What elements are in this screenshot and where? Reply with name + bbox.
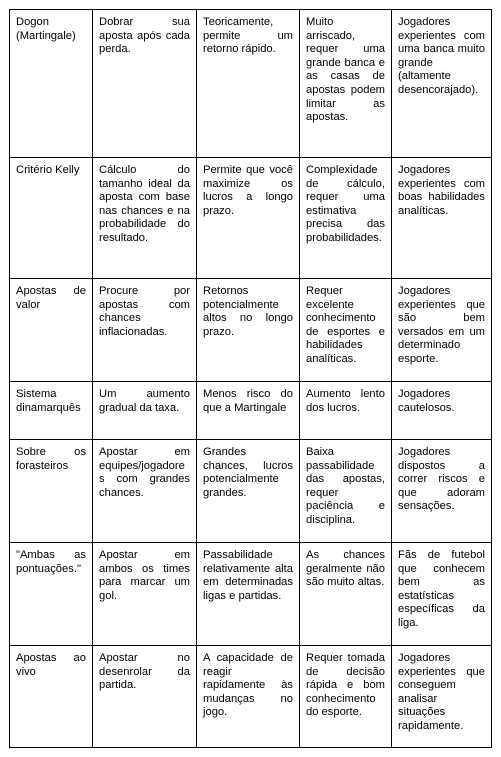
strategy-advantage-cell: Permite que você maximize os lucros a longo prazo. bbox=[197, 158, 300, 279]
strategy-audience-cell: Jogadores experientes que conseguem analisar situações rapidamente. bbox=[392, 646, 492, 748]
table-row bbox=[10, 543, 492, 646]
strategy-disadvantage-cell: As chances geralmente não são muito altas. bbox=[300, 543, 392, 646]
strategy-advantage-cell: A capacidade de reagir rapidamente às mudanças no jogo. bbox=[197, 646, 300, 748]
strategy-disadvantage-cell: Baixa passabilidade das apostas, requer paciência e disciplina. bbox=[300, 440, 392, 543]
strategy-advantage-cell: Passabilidade relativamente alta em determinadas ligas e partidas. bbox=[197, 543, 300, 646]
strategy-name-cell: Apostas ao vivo bbox=[10, 646, 93, 748]
strategy-name-cell: Apostas de valor bbox=[10, 279, 93, 382]
strategy-audience-cell: Jogadores experientes com uma banca muito grande (altamente desencorajado). bbox=[392, 10, 492, 158]
strategy-disadvantage-cell: Complexidade de cálculo, requer uma estimativa precisa das probabilidades. bbox=[300, 158, 392, 279]
strategy-audience-cell: Fãs de futebol que conhecem bem as estatísticas específicas da liga. bbox=[392, 543, 492, 646]
strategy-disadvantage-cell: Requer excelente conhecimento de esportes e habilidades analíticas. bbox=[300, 279, 392, 382]
strategy-name-cell: Dogon (Martingale) bbox=[10, 10, 93, 158]
strategy-description-cell: Um aumento gradual da taxa. bbox=[93, 382, 197, 440]
betting-strategies-table bbox=[9, 9, 492, 748]
strategy-advantage-cell: Teoricamente, permite um retorno rápido. bbox=[197, 10, 300, 158]
strategy-description-cell: Cálculo do tamanho ideal da aposta com base nas chances e na probabilidade do resultado. bbox=[93, 158, 197, 279]
strategy-audience-cell: Jogadores experientes que são bem versados em um determinado esporte. bbox=[392, 279, 492, 382]
strategy-disadvantage-cell: Aumento lento dos lucros. bbox=[300, 382, 392, 440]
strategy-audience-cell: Jogadores cautelosos. bbox=[392, 382, 492, 440]
strategy-name-cell: "Ambas as pontuações." bbox=[10, 543, 93, 646]
table-row bbox=[10, 646, 492, 748]
strategy-name-cell: Critério Kelly bbox=[10, 158, 93, 279]
strategy-advantage-cell: Grandes chances, lucros potencialmente grandes. bbox=[197, 440, 300, 543]
strategy-advantage-cell: Retornos potencialmente altos no longo prazo. bbox=[197, 279, 300, 382]
table-row bbox=[10, 382, 492, 440]
strategy-disadvantage-cell: Requer tomada de decisão rápida e bom conhecimento do esporte. bbox=[300, 646, 392, 748]
strategy-audience-cell: Jogadores experientes com boas habilidades analíticas. bbox=[392, 158, 492, 279]
strategy-description-cell: Apostar em equipes/jogadore s com grandes chances. bbox=[93, 440, 197, 543]
strategy-audience-cell: Jogadores dispostos a correr riscos e que adoram sensações. bbox=[392, 440, 492, 543]
table-row bbox=[10, 158, 492, 279]
table-row bbox=[10, 440, 492, 543]
strategy-name-cell: Sistema dinamarquês bbox=[10, 382, 93, 440]
table-row bbox=[10, 10, 492, 158]
strategy-disadvantage-cell: Muito arriscado, requer uma grande banca e as casas de apostas podem limitar as apostas. bbox=[300, 10, 392, 158]
strategy-description-cell: Dobrar sua aposta após cada perda. bbox=[93, 10, 197, 158]
strategy-description-cell: Procure por apostas com chances inflacionadas. bbox=[93, 279, 197, 382]
strategy-description-cell: Apostar no desenrolar da partida. bbox=[93, 646, 197, 748]
table-row bbox=[10, 279, 492, 382]
strategy-advantage-cell: Menos risco do que a Martingale bbox=[197, 382, 300, 440]
strategy-name-cell: Sobre os forasteiros bbox=[10, 440, 93, 543]
strategy-description-cell: Apostar em ambos os times para marcar um gol. bbox=[93, 543, 197, 646]
